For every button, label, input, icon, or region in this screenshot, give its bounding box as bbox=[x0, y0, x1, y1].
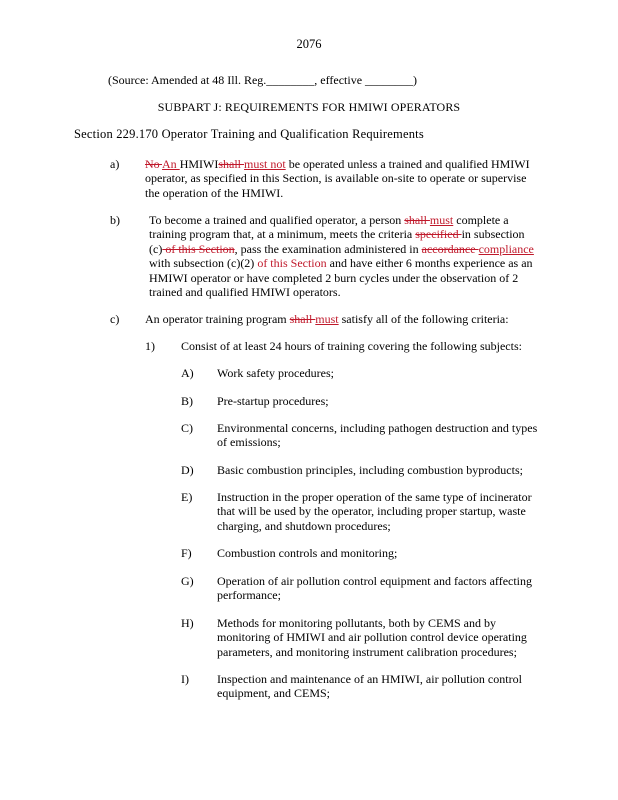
subitem-h-label: H) bbox=[181, 616, 194, 630]
para-b-text: To become a trained and qualified operator, a person shall must complete a training program that, at a minimum, meets the criteria specified in subsection (c) of this Section, pass the examination administered in accordance compliance with subsection (c)(2) of this Section and have either 6 months experience as an HMIWI operator or have completed 2 burn cycles under the observation of 2 trained and qualified HMIWI operators. bbox=[149, 213, 534, 300]
deleted-text: specified bbox=[415, 227, 462, 242]
deleted-text: shall bbox=[289, 312, 316, 326]
source-note: (Source: Amended at 48 Ill. Reg.________, effective ________) bbox=[108, 73, 418, 87]
subitem-e-label: E) bbox=[181, 490, 193, 504]
subitem-b-label: B) bbox=[181, 394, 193, 408]
subitem-d-text: Basic combustion principles, including combustion byproducts; bbox=[217, 463, 523, 477]
subitem-a-label: A) bbox=[181, 366, 194, 380]
inserted-text: compliance bbox=[478, 241, 534, 256]
item-1-label: 1) bbox=[145, 339, 155, 353]
para-a-label: a) bbox=[110, 157, 120, 171]
subitem-g-text: Operation of air pollution control equipment and factors affecting performance; bbox=[217, 574, 533, 603]
para-a-text: No An HMIWIshall must not be operated unless a trained and qualified HMIWI operator, as specified in this Section, is available on-site to operate or supervise the operation of the HMIWI. bbox=[145, 157, 530, 200]
deleted-text: No bbox=[145, 157, 163, 171]
inserted-text: of this Section bbox=[254, 256, 327, 271]
para-b-label: b) bbox=[110, 213, 120, 227]
deleted-text: of this Section bbox=[162, 241, 235, 256]
subitem-e-text: Instruction in the proper operation of the same type of incinerator that will be used by the operator, including proper startup, waste charging, and shutdown procedures; bbox=[217, 490, 532, 533]
page-number: 2076 bbox=[296, 37, 322, 51]
section-heading: Section 229.170 Operator Training and Qualification Requirements bbox=[74, 127, 424, 141]
subitem-b-text: Pre-startup procedures; bbox=[217, 394, 329, 408]
subpart-heading: SUBPART J: REQUIREMENTS FOR HMIWI OPERATORS bbox=[157, 100, 461, 114]
inserted-text: must not bbox=[244, 157, 286, 171]
deleted-text: shall bbox=[404, 213, 430, 227]
para-c-label: c) bbox=[110, 312, 120, 326]
inserted-text: must bbox=[429, 213, 454, 227]
para-c-text: An operator training program shall must satisfy all of the following criteria: bbox=[145, 312, 509, 326]
inserted-text: An bbox=[162, 157, 180, 171]
subitem-a-text: Work safety procedures; bbox=[217, 366, 334, 380]
subitem-i-text: Inspection and maintenance of an HMIWI, air pollution control equipment, and CEMS; bbox=[217, 672, 522, 701]
subitem-i-label: I) bbox=[181, 672, 189, 686]
subitem-f-text: Combustion controls and monitoring; bbox=[217, 546, 398, 560]
subitem-f-label: F) bbox=[181, 546, 192, 560]
subitem-c-text: Environmental concerns, including pathogen destruction and types of emissions; bbox=[217, 421, 538, 450]
subitem-c-label: C) bbox=[181, 421, 193, 435]
subitem-d-label: D) bbox=[181, 463, 194, 477]
deleted-text: accordance bbox=[421, 241, 479, 256]
item-1-text: Consist of at least 24 hours of training covering the following subjects: bbox=[181, 339, 522, 353]
deleted-text: shall bbox=[218, 157, 245, 171]
inserted-text: must bbox=[315, 312, 339, 326]
subitem-h-text: Methods for monitoring pollutants, both by CEMS and by monitoring of HMIWI and air pollution control device operating parameters, and monitoring instrument calibration procedures; bbox=[217, 616, 527, 659]
subitem-g-label: G) bbox=[181, 574, 194, 588]
